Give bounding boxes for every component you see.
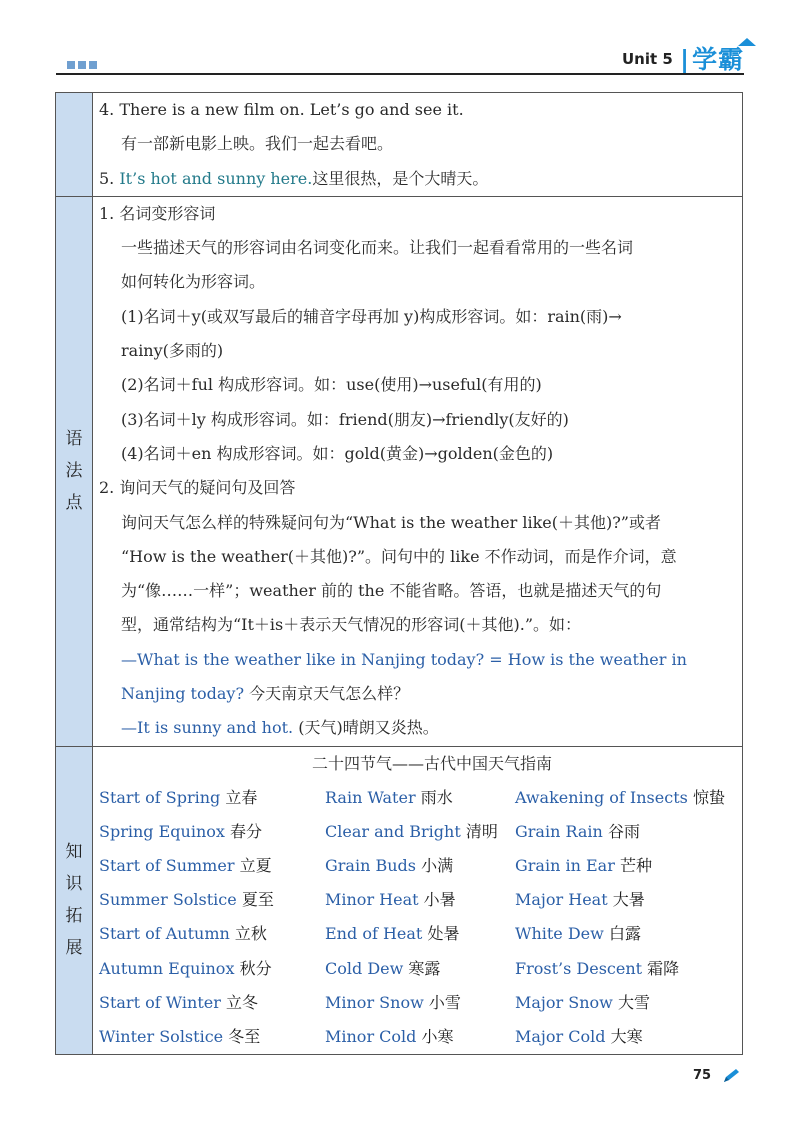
header-squares [67, 61, 97, 69]
solar-term [99, 917, 325, 951]
grammar-heading-1: 1. 名词变形容词 [99, 203, 216, 223]
grammar-paragraph: 一些描述天气的形容词由名词变化而来。让我们一起看看常用的一些名词 [121, 238, 634, 258]
solar-term-chinese: 小寒 [421, 1027, 454, 1047]
grammar-paragraph: 询问天气怎么样的特殊疑问句为“What is the weather like(＋其他)?”或者 [121, 512, 661, 532]
solar-term [515, 849, 745, 883]
solar-term [515, 986, 745, 1020]
grammar-paragraph: 型，通常结构为“It＋is＋表示天气情况的形容词(＋其他).”。如： [121, 615, 582, 635]
solar-term-chinese: 小雪 [428, 992, 461, 1012]
solar-term-english: Minor Heat [325, 890, 419, 910]
solar-term-chinese: 白露 [608, 924, 641, 944]
sentence-english: It’s hot and sunny here. [119, 168, 313, 188]
sentence-5 [99, 162, 736, 196]
solar-term [515, 781, 745, 815]
solar-term [99, 781, 325, 815]
label-char: 点 [65, 493, 83, 514]
grammar-rule-2: (2)名词＋ful 构成形容词。如：use(使用)→useful(有用的) [121, 375, 542, 395]
solar-term [99, 883, 325, 917]
solar-term [515, 917, 745, 951]
solar-term [515, 883, 745, 917]
solar-term-english: Rain Water [325, 787, 416, 807]
brand-logo: |学霸 [680, 45, 745, 74]
grammar-section [56, 197, 742, 747]
grammar-rule-4: (4)名词＋en 构成形容词。如：gold(黄金)→golden(金色的) [121, 443, 554, 463]
example-english: —It is sunny and hot. [121, 718, 294, 738]
solar-term [325, 815, 515, 849]
label-char: 语 [65, 429, 83, 450]
grammar-content [93, 197, 742, 746]
header-rule [56, 73, 744, 75]
solar-term [515, 815, 745, 849]
solar-term-english: Grain Buds [325, 856, 416, 876]
solar-term-english: Minor Cold [325, 1027, 417, 1047]
label-char: 知 [65, 842, 83, 863]
label-char: 法 [65, 461, 83, 482]
knowledge-content [93, 747, 751, 1055]
solar-term [99, 1020, 325, 1054]
solar-term-english: Grain Rain [515, 821, 603, 841]
solar-term-chinese: 夏至 [241, 890, 274, 910]
grammar-paragraph: 如何转化为形容词。 [121, 272, 266, 292]
example-question-cont [99, 677, 736, 711]
solar-term [325, 1020, 515, 1054]
solar-term [515, 952, 745, 986]
content-table [55, 92, 743, 1055]
example-question: —What is the weather like in Nanjing today? = How is the weather in [121, 649, 687, 669]
solar-term [325, 883, 515, 917]
solar-term-english: Start of Summer [99, 856, 235, 876]
grammar-heading-2: 2. 询问天气的疑问句及回答 [99, 478, 296, 498]
solar-term [325, 917, 515, 951]
grammar-label [64, 423, 84, 519]
solar-term-english: Summer Solstice [99, 890, 237, 910]
solar-term-chinese: 大寒 [610, 1027, 643, 1047]
solar-term-chinese: 处暑 [427, 924, 460, 944]
grammar-rule-1-cont: rainy(多雨的) [121, 341, 224, 361]
solar-term [325, 952, 515, 986]
solar-term-english: End of Heat [325, 924, 423, 944]
example-answer [99, 711, 736, 745]
solar-term [325, 986, 515, 1020]
solar-term-english: Major Snow [515, 992, 613, 1012]
label-char: 展 [65, 938, 83, 959]
solar-term-english: Minor Snow [325, 992, 424, 1012]
page-header [0, 0, 800, 90]
pencil-icon [722, 1068, 742, 1084]
grammar-label-cell [56, 197, 93, 746]
solar-terms-grid [99, 781, 745, 1055]
solar-term-chinese: 寒露 [408, 958, 441, 978]
example-chinese: 今天南京天气怎么样？ [249, 684, 410, 704]
solar-term-english: Frost’s Descent [515, 958, 643, 978]
unit-label: Unit 5 [622, 50, 673, 68]
solar-term-chinese: 小暑 [423, 890, 456, 910]
solar-term-english: Major Heat [515, 890, 608, 910]
sentences-section [56, 93, 742, 197]
solar-term-english: Awakening of Insects [515, 787, 688, 807]
sentence-english: There is a new film on. Let’s go and see it. [119, 100, 464, 119]
solar-term [325, 781, 515, 815]
grammar-paragraph: 为“像……一样”；weather 前的 the 不能省略。答语，也就是描述天气的句 [121, 581, 662, 601]
solar-term-english: Grain in Ear [515, 856, 615, 876]
example-chinese: (天气)晴朗又炎热。 [298, 718, 439, 738]
solar-term-english: Winter Solstice [99, 1027, 224, 1047]
solar-term-chinese: 雨水 [420, 787, 453, 807]
solar-term-chinese: 小满 [421, 856, 454, 876]
grammar-rule-1: (1)名词＋y(或双写最后的辅音字母再加 y)构成形容词。如：rain(雨)→ [121, 306, 622, 326]
sentences-label-cell [56, 93, 93, 196]
label-char: 拓 [65, 906, 83, 927]
solar-term-chinese: 大暑 [612, 890, 645, 910]
knowledge-label-cell [56, 747, 93, 1055]
solar-term-chinese: 惊蛰 [692, 787, 725, 807]
sentence-4-translation: 有一部新电影上映。我们一起去看吧。 [121, 134, 394, 154]
solar-term-chinese: 春分 [230, 821, 263, 841]
solar-term-chinese: 立春 [225, 787, 258, 807]
knowledge-section [56, 747, 742, 1055]
solar-term-chinese: 立冬 [225, 992, 258, 1012]
solar-term-chinese: 大雪 [617, 992, 650, 1012]
knowledge-label [64, 836, 84, 964]
solar-term [99, 815, 325, 849]
solar-term-english: Spring Equinox [99, 821, 225, 841]
solar-term-chinese: 立秋 [234, 924, 267, 944]
brand-text: 学霸 [692, 45, 745, 74]
solar-terms-title: 二十四节气——古代中国天气指南 [311, 753, 552, 773]
sentences-content [93, 93, 742, 196]
solar-term [515, 1020, 745, 1054]
solar-term-english: White Dew [515, 924, 604, 944]
solar-term-chinese: 秋分 [239, 958, 272, 978]
solar-term-english: Clear and Bright [325, 821, 461, 841]
solar-term-chinese: 清明 [465, 821, 498, 841]
grammar-rule-3: (3)名词＋ly 构成形容词。如：friend(朋友)→friendly(友好的) [121, 409, 569, 429]
grammar-paragraph: “How is the weather(＋其他)?”。问句中的 like 不作动词，而是作介词，意 [121, 546, 677, 566]
solar-term-english: Major Cold [515, 1027, 606, 1047]
solar-term-chinese: 冬至 [228, 1027, 261, 1047]
sentence-number: 4. [99, 100, 120, 119]
solar-term-english: Autumn Equinox [99, 958, 235, 978]
solar-term-english: Start of Autumn [99, 924, 230, 944]
sentence-chinese: 这里很热，是个大晴天。 [312, 168, 489, 188]
solar-term-english: Start of Spring [99, 787, 221, 807]
solar-term-chinese: 芒种 [619, 856, 652, 876]
sentence-4 [99, 93, 736, 127]
solar-term-english: Start of Winter [99, 992, 221, 1012]
solar-term-english: Cold Dew [325, 958, 404, 978]
solar-term-chinese: 谷雨 [607, 821, 640, 841]
solar-term [325, 849, 515, 883]
page-number: 75 [693, 1068, 712, 1083]
label-char: 识 [65, 874, 83, 895]
solar-term-chinese: 霜降 [647, 958, 680, 978]
sentence-number: 5. [99, 168, 120, 188]
solar-term-chinese: 立夏 [239, 856, 272, 876]
solar-term [99, 952, 325, 986]
solar-term [99, 986, 325, 1020]
solar-term [99, 849, 325, 883]
example-english: Nanjing today? [121, 684, 245, 704]
graduation-cap-icon [738, 38, 756, 46]
